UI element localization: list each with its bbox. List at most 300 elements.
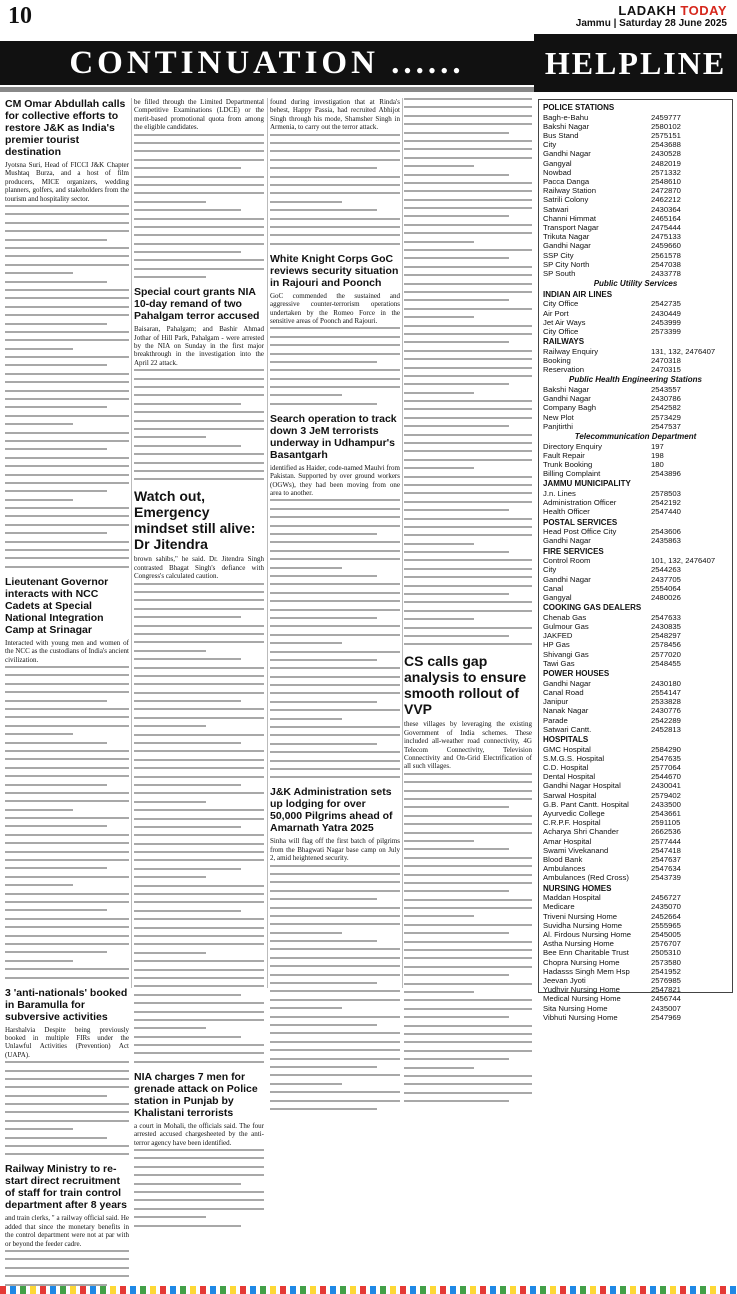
helpline-entry-name: Ayurvedic College: [543, 808, 605, 818]
helpline-entry: [543, 846, 728, 855]
helpline-entry-number: 2547969: [651, 1012, 681, 1022]
helpline-entry-name: Railway Enquiry: [543, 346, 599, 356]
helpline-entry-number: 2573580: [651, 957, 681, 967]
helpline-entry: [543, 921, 728, 930]
story: [270, 786, 400, 1110]
helpline-entry: [543, 460, 728, 469]
helpline-entry: [543, 688, 728, 697]
helpline-entry-name: Gandhi Nagar: [543, 678, 591, 688]
story-headline: CS calls gap analysis to ensure smooth rollout of VVP: [404, 653, 527, 718]
helpline-entry-name: Bee Enn Charitable Trust: [543, 948, 629, 958]
helpline-entry: [543, 131, 728, 140]
story-lead: and train clerks, " a railway official said. He added that since the monetary benefits in the control department were not at par with or beyond the feeder cadre.: [5, 1214, 129, 1248]
helpline-entry-name: Company Bagh: [543, 403, 596, 413]
helpline-entry-name: City Office: [543, 327, 579, 337]
helpline-entry-name: C.D. Hospital: [543, 762, 589, 772]
helpline-entry-name: Parade: [543, 715, 568, 725]
helpline-entry-number: 2577064: [651, 762, 681, 772]
helpline-entry: [543, 177, 728, 186]
helpline-entry-name: Bus Stand: [543, 131, 579, 140]
helpline-entry-name: C.R.P.F. Hospital: [543, 818, 601, 828]
banner-divider: [0, 87, 534, 92]
helpline-entry-number: 180: [651, 460, 664, 470]
helpline-entry: [543, 327, 728, 336]
helpline-entry: [543, 818, 728, 827]
story-headline: NIA charges 7 men for grenade attack on Police station in Punjab by Khalistani terrorists: [134, 1070, 258, 1119]
helpline-entry: [543, 640, 728, 649]
helpline-entry: [543, 498, 728, 507]
story-headline: Lieutenant Governor interacts with NCC Cadets at Special National Integration Camp at Srinagar: [5, 575, 109, 636]
helpline-entry-number: 2554147: [651, 687, 681, 697]
helpline-entry: [543, 1004, 728, 1013]
helpline-entry: [543, 309, 728, 318]
helpline-entry-name: Nanak Nagar: [543, 706, 589, 716]
helpline-entry-name: Gangyal: [543, 593, 572, 603]
helpline-entry-number: 2542192: [651, 498, 681, 508]
helpline-entry: [543, 451, 728, 460]
page-number: 10: [8, 3, 32, 29]
helpline-entry-name: Reservation: [543, 365, 585, 375]
helpline-entry-name: S.M.G.S. Hospital: [543, 753, 605, 763]
helpline-entry-number: 2554064: [651, 583, 681, 593]
helpline-entry-name: Sarwal Hospital: [543, 790, 597, 800]
page-header: [0, 0, 737, 34]
helpline-entry-number: 2452664: [651, 911, 681, 921]
helpline-entry-name: Satwari: [543, 204, 569, 214]
story-body-placeholder: [5, 205, 129, 568]
helpline-entry-name: Administration Officer: [543, 498, 617, 508]
helpline-entry-number: 2580102: [651, 121, 681, 131]
story-body-placeholder: [5, 666, 129, 978]
story-body-placeholder: [134, 1149, 264, 1227]
helpline-entry-name: Hadasss Singh Mem Hsp: [543, 966, 630, 976]
helpline-entry-number: 2435863: [651, 536, 681, 546]
helpline-entry: [543, 716, 728, 725]
story-body-placeholder: [404, 773, 532, 1102]
helpline-section-heading: HOSPITALS: [543, 734, 589, 744]
helpline-entry: [543, 385, 728, 394]
helpline-entry: [543, 631, 728, 640]
story-lead: Jyotsna Suri, Head of FICCI J&K Chapter Mushtaq Burza, and a host of film producers, MICE organizers, wedding planners, golfers, and stakeholders from the tourism and hospitality sector.: [5, 161, 129, 203]
helpline-entry-number: 2576707: [651, 939, 681, 949]
story-lead: found during investigation that at Rinda's behest, Happy Passia, had recruited Abhijot Singh through his mode, Shamsher Singh in Armenia, to carry out the terror attack.: [270, 98, 400, 132]
story-lead: be filled through the Limited Departmental Competitive Examinations (LDCE) or the merit-based promotional quota from among the eligible candidates.: [134, 98, 264, 132]
story-headline: Railway Ministry to re-start direct recruitment of staff for train control department after 8 years: [5, 1163, 127, 1212]
helpline-entry-name: Channi Himmat: [543, 213, 596, 223]
helpline-entry: [543, 269, 728, 278]
helpline-entry-name: Health Officer: [543, 507, 590, 517]
helpline-entry-name: Ambulances (Red Cross): [543, 873, 629, 883]
story-headline: J&K Administration sets up lodging for over 50,000 Pilgrims ahead of Amarnath Yatra 2025: [270, 786, 393, 835]
helpline-entry: [543, 781, 728, 790]
story-headline: CM Omar Abdullah calls for collective efforts to restore J&K as India's premier tourist destination: [5, 98, 126, 158]
helpline-entry: [543, 195, 728, 204]
helpline-entry-name: Jeevan Jyoti: [543, 975, 586, 985]
helpline-entry-number: 2465164: [651, 213, 681, 223]
helpline-entry-number: 2459777: [651, 112, 681, 122]
helpline-entry-number: 2472870: [651, 186, 681, 196]
story-lead: a court in Mohali, the officials said. The four arrested accused chargesheeted by the anti-terror agency have been identified.: [134, 1121, 264, 1147]
helpline-entry-name: Bakshi Nagar: [543, 385, 590, 395]
helpline-entry-name: JAKFED: [543, 631, 573, 641]
helpline-entry: [543, 763, 728, 772]
column-rule: [402, 98, 403, 988]
helpline-entry-name: Billing Complaint: [543, 469, 601, 479]
story: [270, 413, 400, 779]
helpline-entry: [543, 873, 728, 882]
helpline-entry: [543, 168, 728, 177]
helpline-entry-name: J.n. Lines: [543, 489, 576, 499]
helpline-entry-number: 2452813: [651, 724, 681, 734]
helpline-entry: [543, 939, 728, 948]
helpline-entry-name: Pacca Danga: [543, 177, 590, 187]
helpline-entry-number: 197: [651, 441, 664, 451]
helpline-entry: [543, 260, 728, 269]
helpline-entry-name: Gandhi Nagar: [543, 149, 591, 159]
helpline-entry-number: 2578503: [651, 489, 681, 499]
story-body-placeholder: [134, 583, 264, 1063]
helpline-entry: [543, 745, 728, 754]
helpline-entry: [543, 902, 728, 911]
helpline-entry-number: 2547440: [651, 507, 681, 517]
helpline-entry-name: GMC Hospital: [543, 744, 591, 754]
story-lead: these villages by leveraging the existing Government of India schemes. These included all-weather road connectivity, 4G Telecom Connectivity, Television Connectivity and On-Grid Electrification of all such villages.: [404, 720, 532, 771]
helpline-entry: [543, 994, 728, 1003]
story-body-placeholder: [404, 98, 532, 645]
helpline-entry: [543, 356, 728, 365]
helpline-section-heading: Public Health Engineering Stations: [569, 375, 702, 385]
story-lead: identified as Haider, code-named Maulvi from Pakistan. Supported by over ground workers (OGWs), they had been moving from one area to another.: [270, 463, 400, 498]
helpline-entry-name: Gandhi Nagar: [543, 394, 591, 404]
helpline-entry-number: 2545005: [651, 929, 681, 939]
helpline-entry-number: 2480026: [651, 593, 681, 603]
helpline-entry-number: 2430180: [651, 678, 681, 688]
helpline-entry: [543, 622, 728, 631]
helpline-entry-number: 2548610: [651, 177, 681, 187]
helpline-entry-name: Air Port: [543, 308, 569, 318]
helpline-entry-number: 2543606: [651, 527, 681, 537]
story: [134, 286, 264, 480]
story: [134, 98, 264, 278]
helpline-entry: [543, 827, 728, 836]
helpline-entry: [543, 241, 728, 250]
helpline-entry-name: Triveni Nursing Home: [543, 911, 618, 921]
helpline-entry: [543, 593, 728, 602]
helpline-entry: [543, 679, 728, 688]
helpline-entry-number: 2544263: [651, 565, 681, 575]
helpline-entry-name: Trikuta Nagar: [543, 232, 590, 242]
helpline-entry-number: 2579402: [651, 790, 681, 800]
helpline-entry: [543, 318, 728, 327]
helpline-entry-number: 2543688: [651, 140, 681, 150]
helpline-entry-number: 2435070: [651, 902, 681, 912]
helpline-section-heading: JAMMU MUNICIPALITY: [543, 479, 631, 489]
helpline-entry: [543, 837, 728, 846]
helpline-entry-name: Yudhvir Nursing Home: [543, 985, 620, 995]
helpline-entry-number: 2573399: [651, 327, 681, 337]
helpline-entry-name: Vibhuti Nursing Home: [543, 1012, 618, 1022]
helpline-entry-name: SP City North: [543, 259, 590, 269]
helpline-entry-name: Sita Nursing Home: [543, 1003, 608, 1013]
helpline-entry-number: 2578456: [651, 640, 681, 650]
helpline-entry-number: 2577020: [651, 649, 681, 659]
decorative-dot-strip: [0, 1286, 737, 1294]
helpline-entry: [543, 706, 728, 715]
helpline-entry-name: Suvidha Nursing Home: [543, 920, 623, 930]
helpline-section-heading: POWER HOUSES: [543, 669, 610, 679]
helpline-entry-name: Canal: [543, 583, 564, 593]
helpline-entry-name: Ambulances: [543, 864, 586, 874]
story-body-placeholder: [270, 865, 400, 1110]
helpline-entry: [543, 205, 728, 214]
helpline-entry-name: Panjtirthi: [543, 421, 573, 431]
helpline-entry-name: Booking: [543, 356, 571, 366]
helpline-entry-number: 2543557: [651, 385, 681, 395]
story-body-placeholder: [134, 134, 264, 279]
story-body-placeholder: [134, 369, 264, 480]
story-body-placeholder: [5, 1061, 129, 1155]
helpline-entry: [543, 967, 728, 976]
story-lead: Sinha will flag off the first batch of pilgrims from the Bhagwati Nagar base camp on July 2, amid heightened security.: [270, 837, 400, 863]
news-column-3: [270, 98, 400, 988]
helpline-section-heading: FIRE SERVICES: [543, 546, 604, 556]
helpline-entry: [543, 347, 728, 356]
helpline-entry: [543, 725, 728, 734]
helpline-entry-number: 131, 132, 2476407: [651, 346, 716, 356]
helpline-entry-number: 2547635: [651, 753, 681, 763]
masthead-brand-accent: TODAY: [680, 3, 727, 18]
helpline-entry-number: 2482019: [651, 158, 681, 168]
helpline-entry-number: 2542289: [651, 715, 681, 725]
news-column-1: [5, 98, 129, 1248]
helpline-entry: [543, 791, 728, 800]
helpline-entry: [543, 527, 728, 536]
helpline-section-heading: RAILWAYS: [543, 337, 585, 347]
story: [270, 98, 400, 245]
helpline-section-heading: POSTAL SERVICES: [543, 517, 618, 527]
story-lead: Interacted with young men and women of the NCC as the custodians of India's ancient civilization.: [5, 638, 129, 664]
helpline-entry: [543, 442, 728, 451]
story: [5, 987, 129, 1156]
helpline-entry-number: 2430041: [651, 781, 681, 791]
story: [134, 488, 264, 1062]
helpline-entry-number: 2453999: [651, 317, 681, 327]
helpline-entry-name: Astha Nursing Home: [543, 939, 614, 949]
helpline-entry: [543, 565, 728, 574]
helpline-entry-number: 2575151: [651, 131, 681, 140]
story: [5, 1163, 129, 1294]
helpline-entry: [543, 422, 728, 431]
helpline-entry-number: 2571332: [651, 167, 681, 177]
helpline-entry-name: Al. Firdous Nursing Home: [543, 929, 632, 939]
helpline-entry-number: 2543739: [651, 873, 681, 883]
helpline-entry-name: Medical Nursing Home: [543, 994, 621, 1004]
helpline-entry: [543, 403, 728, 412]
helpline-entry-number: 2576985: [651, 975, 681, 985]
helpline-entry-name: Bakshi Nagar: [543, 121, 590, 131]
dateline: Jammu | Saturday 28 June 2025: [575, 18, 727, 29]
helpline-entry-number: 2584290: [651, 744, 681, 754]
story-lead: brown sahibs," he said. Dr. Jitendra Singh contrasted Bhagat Singh's defiance with Congress's calculated caution.: [134, 555, 264, 581]
helpline-entry-number: 2547418: [651, 845, 681, 855]
helpline-entry-number: 2470318: [651, 356, 681, 366]
helpline-entry: [543, 697, 728, 706]
story: [404, 98, 532, 645]
helpline-entry: [543, 772, 728, 781]
helpline-entry-name: SSP City: [543, 250, 574, 260]
story: [134, 1071, 264, 1227]
helpline-entry-name: City: [543, 565, 557, 575]
helpline-entry: [543, 650, 728, 659]
helpline-entry-number: 2430449: [651, 308, 681, 318]
story: [404, 653, 532, 1102]
helpline-entry-name: Amar Hospital: [543, 836, 592, 846]
story-headline: White Knight Corps GoC reviews security situation in Rajouri and Poonch: [270, 252, 399, 289]
story-headline: 3 'anti-nationals' booked in Baramulla for subversive activities: [5, 986, 128, 1023]
helpline-entry-number: 2533828: [651, 697, 681, 707]
helpline-entry-name: Gandhi Nagar: [543, 574, 591, 584]
helpline-entry: [543, 912, 728, 921]
helpline-entry-number: 2475133: [651, 232, 681, 242]
story-headline: Special court grants NIA 10-day remand of two Pahalgam terror accused: [134, 286, 260, 323]
helpline-entry-number: 101, 132, 2476407: [651, 556, 716, 566]
helpline-entry: [543, 122, 728, 131]
story-body-placeholder: [270, 327, 400, 405]
helpline-entry-number: 2459660: [651, 241, 681, 251]
helpline-entry-name: Directory Enquiry: [543, 441, 602, 451]
story-body-placeholder: [270, 134, 400, 245]
helpline-entry-name: Dental Hospital: [543, 772, 596, 782]
helpline-entry-name: HP Gas: [543, 640, 570, 650]
helpline-entry-number: 2430835: [651, 622, 681, 632]
helpline-entry-name: Maddan Hospital: [543, 893, 601, 903]
story-lead: Baisaran, Pahalgam; and Bashir Ahmad Jothar of Hill Park, Pahalgam - were arrested by the NIA on Sunday in the first major breakthrough in the investigation into the April 22 attack.: [134, 325, 264, 367]
helpline-entry: [543, 893, 728, 902]
story-lead: Harshalvia Despite being previously booked in multiple FIRs under the Unlawful Activities (Prevention) Act (UAPA).: [5, 1025, 129, 1059]
helpline-entry: [543, 958, 728, 967]
helpline-section-heading: POLICE STATIONS: [543, 103, 615, 112]
helpline-entry-number: 2591105: [651, 818, 681, 828]
story-headline: Watch out, Emergency mindset still alive: Dr Jitendra: [134, 488, 256, 553]
helpline-entry: [543, 469, 728, 478]
helpline-entry: [543, 536, 728, 545]
helpline-entry-number: 2548297: [651, 631, 681, 641]
helpline-entry: [543, 800, 728, 809]
helpline-entry-number: 2456744: [651, 994, 681, 1004]
helpline-entry: [543, 584, 728, 593]
helpline-title: HELPLINE: [534, 34, 737, 92]
helpline-entry: [543, 659, 728, 668]
helpline-entry-number: 2543896: [651, 469, 681, 479]
helpline-entry-name: Blood Bank: [543, 854, 583, 864]
helpline-entry-number: 2662536: [651, 827, 681, 837]
helpline-entry: [543, 159, 728, 168]
helpline-entry: [543, 930, 728, 939]
helpline-entry-number: 2433778: [651, 269, 681, 279]
masthead-brand-main: LADAKH: [618, 3, 677, 18]
helpline-entry-number: 2555965: [651, 920, 681, 930]
helpline-directory: [538, 99, 733, 1022]
helpline-entry-name: Tawi Gas: [543, 658, 575, 668]
helpline-entry-name: Satwari Cantt.: [543, 724, 592, 734]
helpline-entry: [543, 149, 728, 158]
helpline-entry-number: 2547821: [651, 985, 681, 995]
helpline-entry-name: Satrili Colony: [543, 195, 589, 205]
helpline-entry: [543, 365, 728, 374]
helpline-entry-name: New Plot: [543, 412, 574, 422]
masthead: [618, 3, 727, 18]
helpline-entry-number: 2573429: [651, 412, 681, 422]
helpline-entry-name: Nowbad: [543, 167, 572, 177]
helpline-entry-name: Railway Station: [543, 186, 596, 196]
helpline-entry: [543, 113, 728, 122]
helpline-entry: [543, 754, 728, 763]
helpline-section-heading: COOKING GAS DEALERS: [543, 603, 642, 613]
helpline-entry: [543, 223, 728, 232]
helpline-entry-number: 2430776: [651, 706, 681, 716]
story-lead: GoC commended the sustained and aggressive counter-terrorism operations undertaken by the Romeo Force in the sensitive areas of Poonch and Rajouri.: [270, 291, 400, 325]
helpline-entry-name: G.B. Pant Cantt. Hospital: [543, 799, 629, 809]
helpline-entry-name: Chopra Nursing Home: [543, 957, 620, 967]
helpline-entry: [543, 186, 728, 195]
helpline-entry-number: 2430364: [651, 204, 681, 214]
helpline-entry-number: 2547634: [651, 864, 681, 874]
helpline-entry-number: 2435007: [651, 1003, 681, 1013]
helpline-entry: [543, 394, 728, 403]
helpline-entry-number: 2433500: [651, 799, 681, 809]
helpline-entry-name: City Office: [543, 299, 579, 309]
helpline-entry: [543, 613, 728, 622]
helpline-entry-number: 2475444: [651, 223, 681, 233]
story: [270, 253, 400, 405]
news-column-2: [134, 98, 264, 1147]
helpline-entry-number: 2470315: [651, 365, 681, 375]
helpline-entry-name: Jet Air Ways: [543, 317, 586, 327]
helpline-entry-name: Gandhi Nagar: [543, 536, 591, 546]
helpline-entry-number: 2561578: [651, 250, 681, 260]
helpline-entry-number: 2548455: [651, 658, 681, 668]
helpline-entry-number: 2430528: [651, 149, 681, 159]
helpline-entry-name: Gandhi Nagar: [543, 241, 591, 251]
helpline-entry: [543, 864, 728, 873]
helpline-entry-name: Shivangi Gas: [543, 649, 589, 659]
continuation-banner: CONTINUATION ......: [0, 41, 534, 85]
helpline-entry-name: Bagh-e-Bahu: [543, 112, 589, 122]
story-headline: Search operation to track down 3 JeM terrorists underway in Udhampur's Basantgarh: [270, 412, 397, 461]
helpline-entry-name: Medicare: [543, 902, 575, 912]
helpline-entry-name: Control Room: [543, 556, 591, 566]
helpline-entry-number: 2577444: [651, 836, 681, 846]
helpline-entry-name: Swami Vivekanand: [543, 845, 609, 855]
helpline-entry-number: 2462212: [651, 195, 681, 205]
helpline-entry-number: 2542735: [651, 299, 681, 309]
helpline-entry-name: Head Post Office City: [543, 527, 617, 537]
helpline-entry-number: 2541952: [651, 966, 681, 976]
helpline-entry-name: Transport Nagar: [543, 223, 599, 233]
helpline-entry: [543, 214, 728, 223]
helpline-entry-name: Fault Repair: [543, 450, 585, 460]
helpline-entry: [543, 489, 728, 498]
helpline-entry: [543, 985, 728, 994]
helpline-entry-name: SP South: [543, 269, 576, 279]
helpline-entry: [543, 140, 728, 149]
helpline-entry-number: 2456727: [651, 893, 681, 903]
helpline-entry-name: Gandhi Nagar Hospital: [543, 781, 621, 791]
helpline-entry-name: Janipur: [543, 697, 569, 707]
column-rule: [267, 98, 268, 988]
helpline-entry: [543, 556, 728, 565]
helpline-entry-number: 2547637: [651, 854, 681, 864]
